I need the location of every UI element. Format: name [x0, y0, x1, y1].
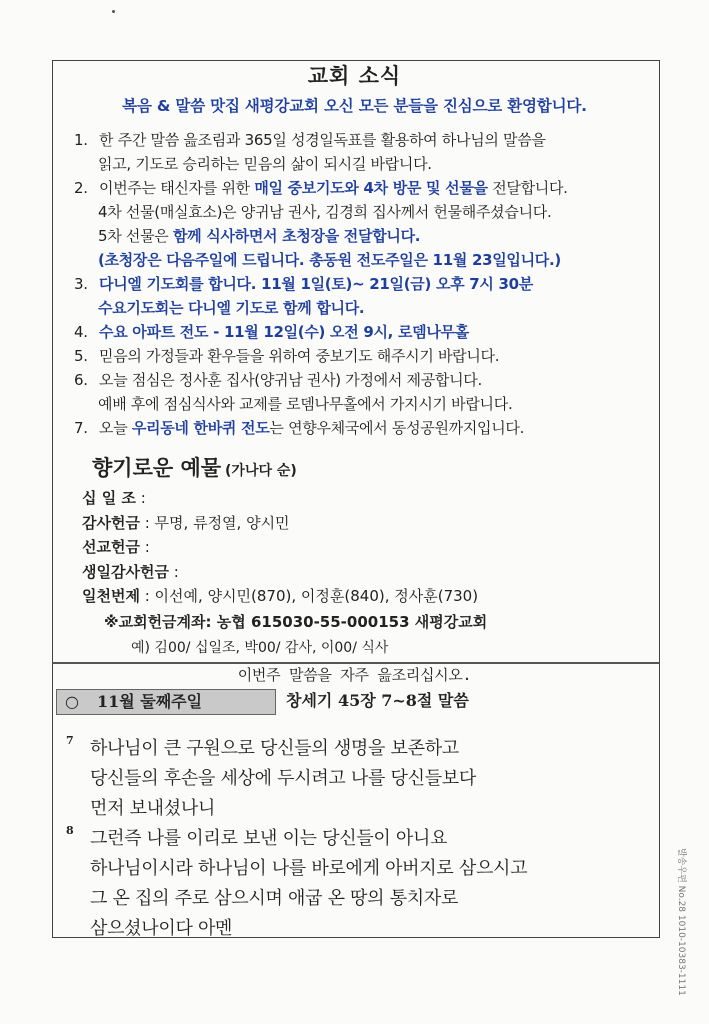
verse-number: 8	[66, 824, 74, 837]
news-item-number: 5.	[74, 347, 88, 365]
scripture-reference: 창세기 45장 7~8절 말씀	[286, 691, 469, 710]
news-item-5	[70, 344, 655, 368]
news-text: 오늘	[99, 419, 132, 437]
welcome-message: 복음 & 말씀 맛집 새평강교회 오신 모든 분들을 진심으로 환영합니다.	[122, 97, 587, 115]
verse-line: 삼으셨나이다 아멘	[90, 918, 233, 939]
news-text: 5차 선물은	[98, 227, 173, 245]
news-item-number: 7.	[74, 419, 88, 437]
news-item-1	[70, 128, 655, 176]
reading-note: 이번주 말씀을 자주 읊조리십시오.	[237, 666, 472, 684]
news-item-2	[70, 176, 655, 272]
circle-icon: ○	[65, 692, 79, 711]
verse-line: 그런즉 나를 이리로 보낸 이는 당신들이 아니요	[90, 828, 448, 849]
verse-7	[66, 734, 656, 824]
news-highlight: 함께 식사하면서 초청장을 전달합니다.	[172, 227, 421, 245]
news-text: 읽고, 기도로 승리하는 믿음의 삶이 되시길 바랍니다.	[98, 155, 432, 173]
news-text: 믿음의 가정들과 환우들을 위하여 중보기도 해주시기 바랍니다.	[99, 347, 500, 365]
offering-label: 생일감사헌금	[82, 562, 169, 581]
news-text: 오늘 점심은 정사훈 집사(양귀남 권사) 가정에서 제공합니다.	[99, 371, 482, 389]
offering-value: : 이선예, 양시민(870), 이정훈(840), 정사훈(730)	[139, 587, 479, 605]
offerings-heading	[92, 452, 297, 482]
offering-value: : 무명, 류정열, 양시민	[139, 513, 290, 532]
news-list	[70, 128, 655, 440]
news-text: 한 주간 말씀 읊조림과 365일 성경일독표를 활용하여 하나님의 말씀을	[99, 131, 546, 149]
news-text: 4차 선물(매실효소)은 양귀남 권사, 김경희 집사께서 헌물해주셨습니다.	[98, 203, 552, 221]
offering-row-birthday	[82, 560, 478, 585]
margin-note: 발송우편 No.28 1010-10383-1111	[676, 848, 686, 996]
news-item-number: 6.	[74, 371, 88, 389]
news-item-number: 1.	[74, 131, 88, 149]
news-item-number: 3.	[74, 275, 88, 293]
page-mark	[112, 10, 115, 13]
bank-account: ※교회헌금계좌: 농협 615030-55-000153 새평강교회	[104, 613, 488, 631]
offering-value: :	[135, 489, 146, 507]
verse-number: 7	[66, 734, 74, 747]
news-highlight: 우리동네 한바퀴 전도	[131, 419, 270, 437]
news-text: 전달합니다.	[487, 179, 568, 197]
offering-label: 십 일 조	[82, 489, 136, 507]
offering-label: 일천번제	[82, 587, 140, 605]
news-text: 이번주는 태신자를 위한	[99, 179, 255, 197]
verse-line: 당신들의 후손을 세상에 두시려고 나를 당신들보다	[90, 768, 476, 789]
offering-row-mission	[82, 535, 478, 560]
verse-line: 그 온 집의 주로 삼으시며 애굽 온 땅의 통치자로	[90, 888, 459, 909]
offering-row-thanks	[82, 511, 478, 536]
verse-line: 하나님이시라 하나님이 나를 바로에게 아버지로 삼으시고	[90, 858, 528, 879]
news-item-number: 2.	[74, 179, 88, 197]
news-highlight: 수요기도회는 다니엘 기도로 함께 합니다.	[98, 299, 365, 317]
offering-label: 감사헌금	[82, 513, 140, 532]
offering-value: :	[139, 538, 150, 556]
news-highlight: 다니엘 기도회를 합니다. 11월 1일(토)~ 21일(금) 오후 7시 30분	[99, 275, 533, 293]
news-highlight: 매일 중보기도와 4차 방문 및 선물을	[254, 179, 488, 197]
news-item-4	[70, 320, 655, 344]
offerings-title: 향기로운 예물	[92, 456, 222, 480]
news-item-6	[70, 368, 655, 416]
offering-row-tithe	[82, 486, 478, 511]
verse-line: 먼저 보내셨나니	[90, 798, 216, 819]
sermon-bar	[56, 689, 654, 715]
news-item-3	[70, 272, 655, 320]
news-item-7	[70, 416, 655, 440]
news-highlight: 수요 아파트 전도 - 11월 12일(수) 오전 9시, 로뎀나무홀	[99, 323, 469, 341]
account-example: 예) 김00/ 십일조, 박00/ 감사, 이00/ 식사	[131, 640, 389, 656]
page-title: 교회 소식	[307, 64, 402, 88]
offering-value: :	[168, 562, 179, 581]
news-item-number: 4.	[74, 323, 88, 341]
sermon-date-box	[56, 689, 276, 715]
verse-line: 하나님이 큰 구원으로 당신들의 생명을 보존하고	[90, 738, 459, 759]
offering-label: 선교헌금	[82, 538, 140, 556]
verse-8	[66, 824, 656, 944]
news-highlight: (초청장은 다음주일에 드립니다. 총동원 전도주일은 11월 23일입니다.)	[98, 251, 561, 269]
news-text: 는 연향우체국에서 동성공원까지입니다.	[269, 419, 525, 437]
offering-row-ilcheon	[82, 584, 478, 609]
news-text: 예배 후에 점심식사와 교제를 로뎀나무홀에서 가지시기 바랍니다.	[98, 395, 513, 413]
sermon-date: 11월 둘째주일	[96, 692, 203, 711]
offerings-subtitle: (가나다 순)	[225, 463, 297, 479]
offerings-list	[82, 486, 478, 609]
scripture-passage	[66, 734, 656, 944]
